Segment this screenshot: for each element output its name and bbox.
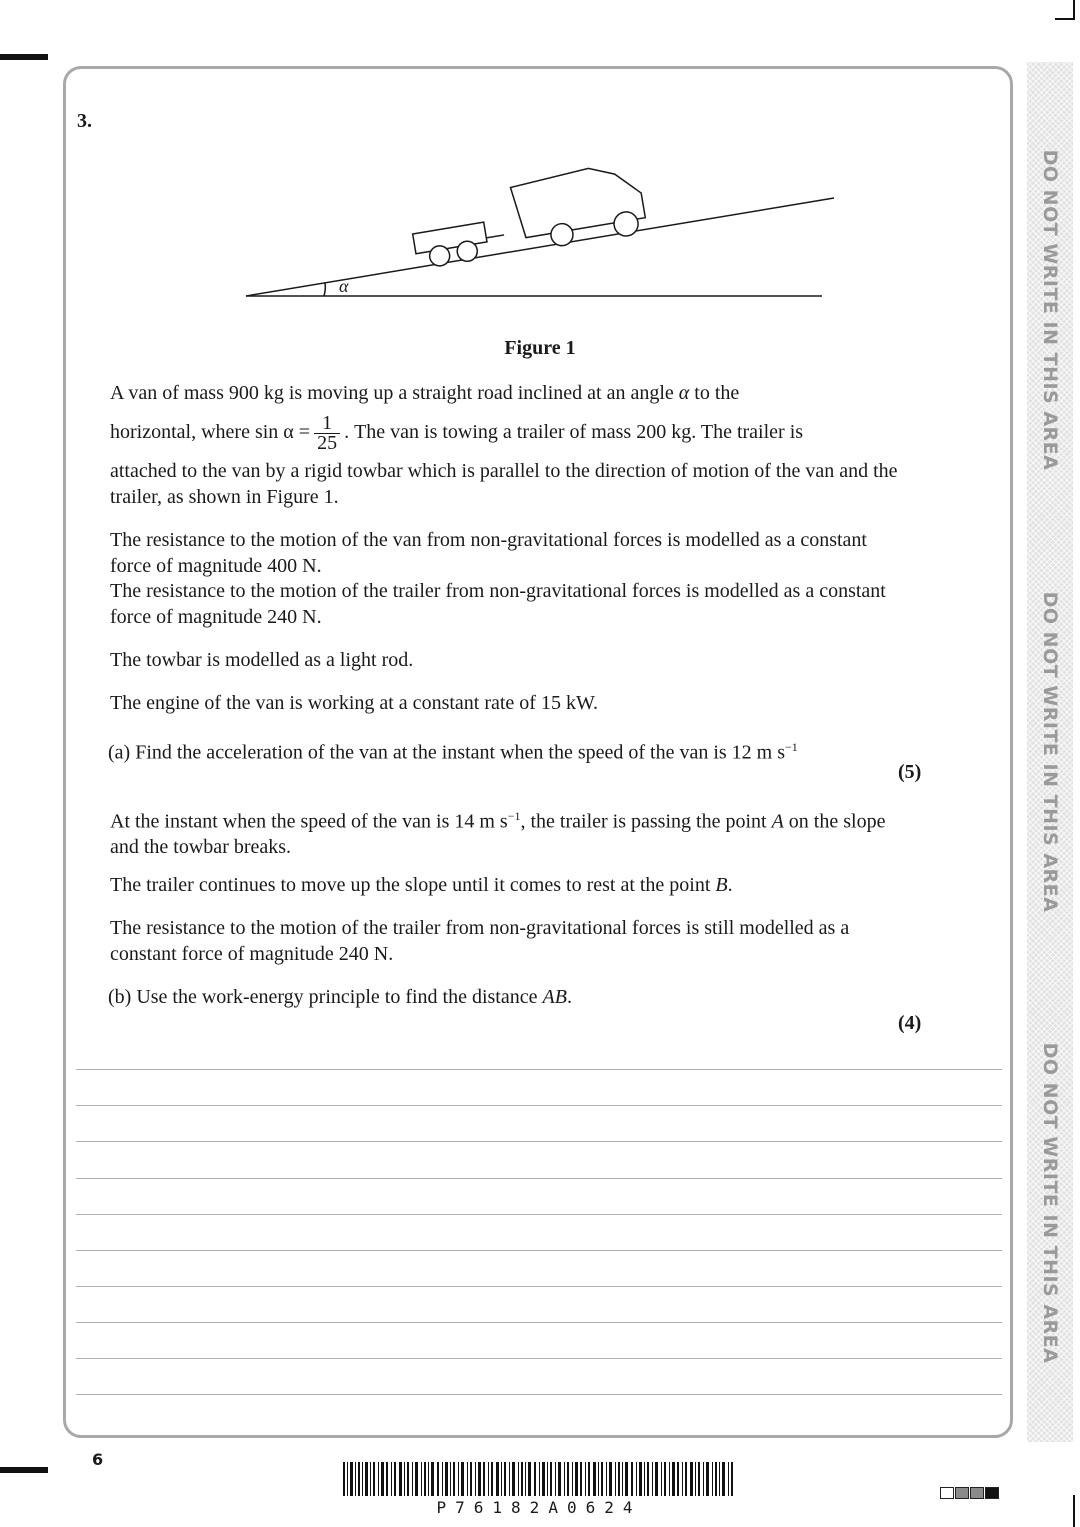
page-marker-squares xyxy=(940,1487,999,1499)
answer-line[interactable] xyxy=(76,1105,1002,1106)
marker-square-grey xyxy=(955,1487,969,1499)
barcode xyxy=(343,1462,735,1496)
angle-arc xyxy=(324,283,325,296)
answer-line[interactable] xyxy=(76,1394,1002,1395)
marker-square-black xyxy=(985,1487,999,1499)
crop-mark-top-right-v xyxy=(1073,0,1075,20)
answer-line[interactable] xyxy=(76,1358,1002,1359)
crop-mark-top-right-h xyxy=(1055,18,1075,20)
paragraph-towbar: The towbar is modelled as a light rod. xyxy=(110,649,414,671)
answer-line[interactable] xyxy=(76,1214,1002,1215)
question-number: 3. xyxy=(77,110,92,132)
paragraph-still-modelled: The resistance to the motion of the trailer from non-gravitational forces is still modelled as a constant force of magnitude 240 N. xyxy=(110,917,850,965)
trailer-icon xyxy=(413,219,508,269)
fraction-1-25: $\frac{1}{25}$ xyxy=(314,414,340,453)
part-b: (b) Use the work-energy principle to find the distance AB. xyxy=(108,986,572,1008)
van-icon xyxy=(509,160,647,253)
marker-square-grey xyxy=(970,1487,984,1499)
sin-expression: sin α = xyxy=(254,421,311,443)
answer-line[interactable] xyxy=(76,1250,1002,1251)
angle-label: α xyxy=(339,276,349,296)
paragraph-intro: A van of mass 900 kg is moving up a straight road inclined at an angle α to the xyxy=(110,382,740,404)
page-number: 6 xyxy=(92,1450,104,1469)
paragraph-towbar-breaks: At the instant when the speed of the van is 14 m $s^{-1}$, the trailer is passing the point A on the slope and the towbar breaks. xyxy=(110,809,886,859)
marker-square-empty xyxy=(940,1487,954,1499)
figure-1-diagram xyxy=(240,150,840,310)
crop-mark-top-left xyxy=(0,54,48,60)
marks-part-a: (5) xyxy=(898,761,922,783)
answer-line[interactable] xyxy=(76,1286,1002,1287)
paragraph-van-resistance: The resistance to the motion of the van from non-gravitational forces is modelled as a constant force of magnitude 400 N. xyxy=(110,529,867,577)
answer-line[interactable] xyxy=(76,1322,1002,1323)
crop-mark-bottom-left xyxy=(0,1467,48,1473)
paragraph-rest-point: The trailer continues to move up the slope until it comes to rest at the point B. xyxy=(110,874,733,896)
paragraph-intro-line2: horizontal, where sin α = $\frac{1}{25}$ . The van is towing a trailer of mass 200 kg. The trailer is xyxy=(110,411,804,454)
answer-line[interactable] xyxy=(76,1069,1002,1070)
answer-line[interactable] xyxy=(76,1178,1002,1179)
crop-mark-bottom-right-v xyxy=(1073,1495,1075,1527)
answer-line[interactable] xyxy=(76,1141,1002,1142)
barcode-text: P76182A0624 xyxy=(436,1498,642,1517)
part-a: (a) Find the acceleration of the van at the instant when the speed of the van is 12 m $s^{-1}$ xyxy=(108,740,798,764)
marks-part-b: (4) xyxy=(898,1012,922,1034)
paragraph-intro-line3: attached to the van by a rigid towbar which is parallel to the direction of motion of the van and the trailer, as shown in Figure 1. xyxy=(110,460,898,508)
figure-caption: Figure 1 xyxy=(504,337,576,359)
paragraph-engine: The engine of the van is working at a constant rate of 15 kW. xyxy=(110,692,599,714)
paragraph-trailer-resistance: The resistance to the motion of the trailer from non-gravitational forces is modelled as a constant force of magnitude 240 N. xyxy=(110,580,886,628)
